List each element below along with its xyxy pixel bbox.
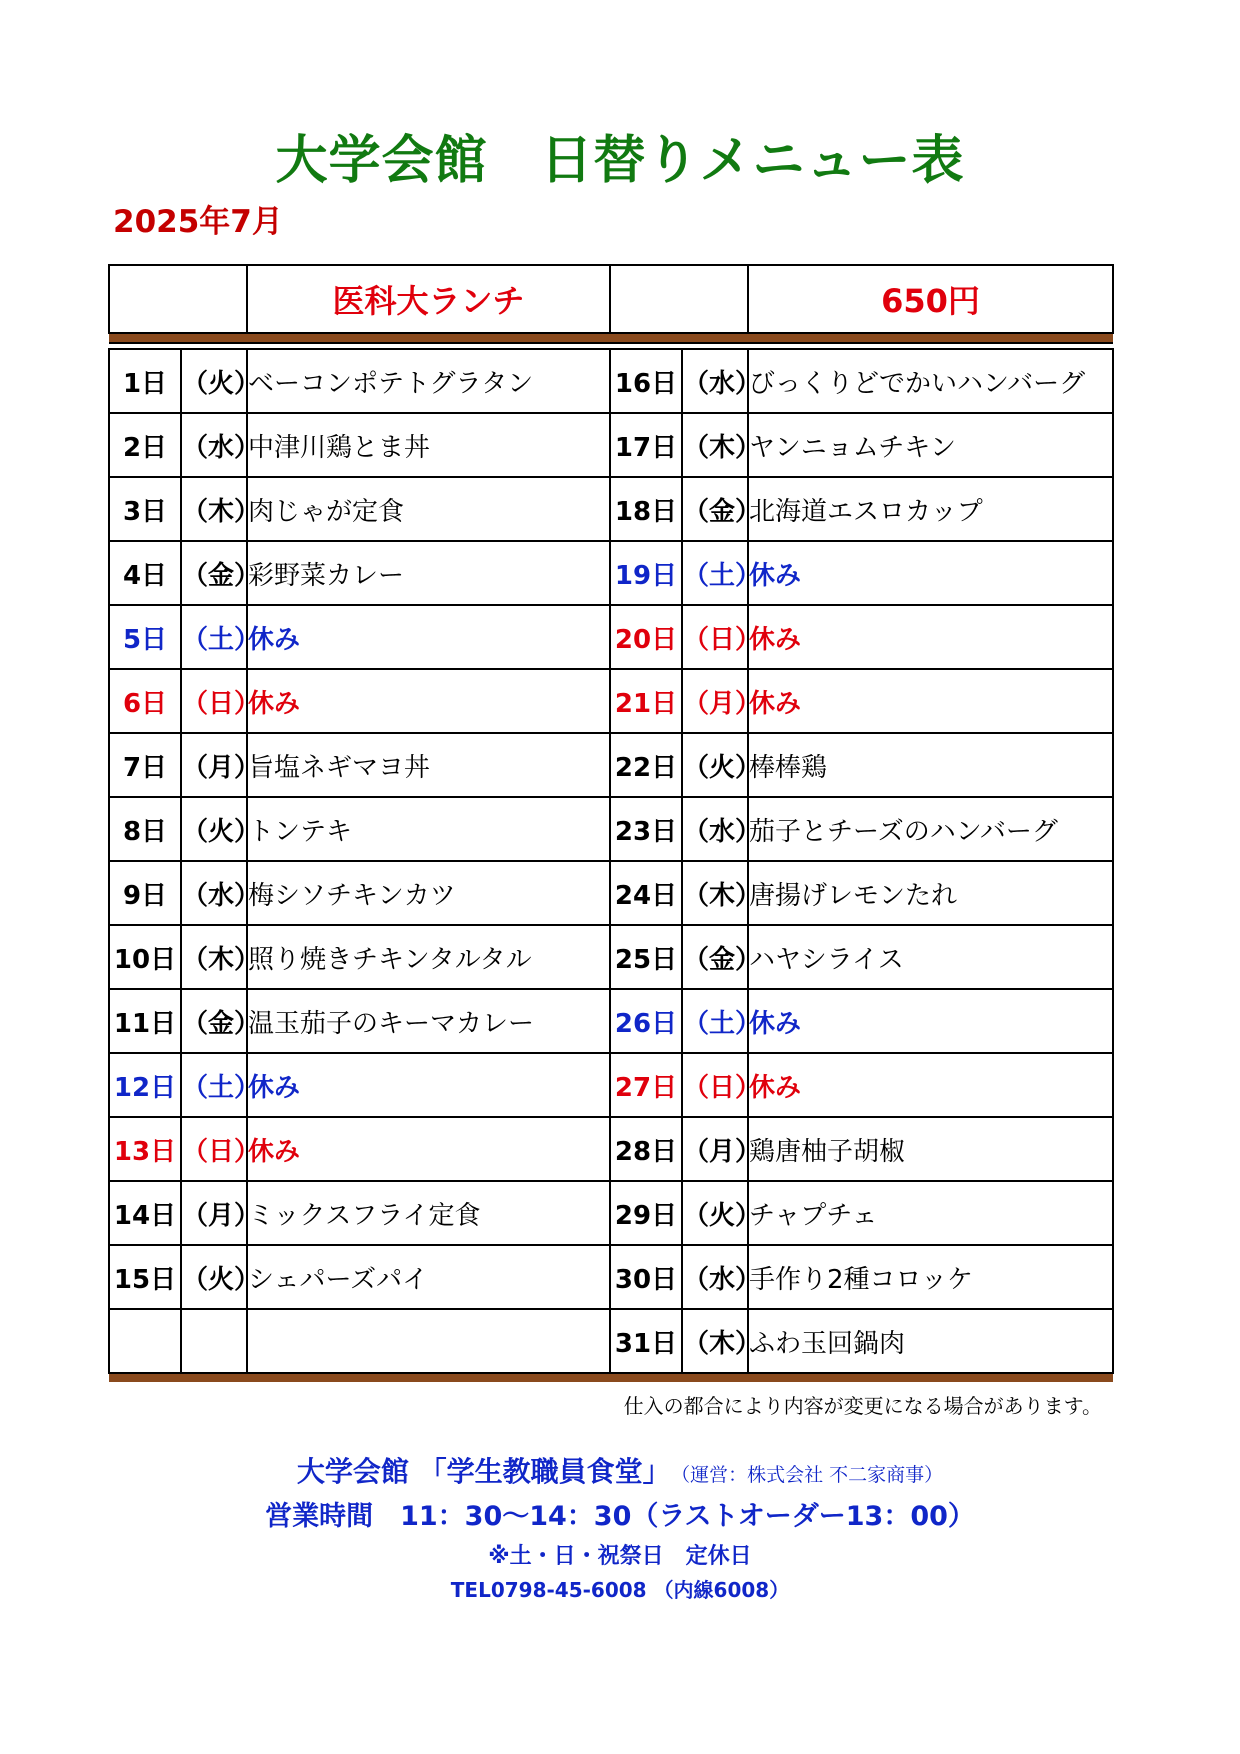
weekday-cell: （土）: [682, 541, 748, 605]
menu-row: [109, 1117, 1113, 1181]
day-cell: 17日: [610, 413, 682, 477]
day-cell: 10日: [109, 925, 181, 989]
weekday-cell: （水）: [181, 861, 247, 925]
day-cell: 15日: [109, 1245, 181, 1309]
menu-table: [108, 264, 1114, 1382]
dish-cell: シェパーズパイ: [247, 1245, 610, 1309]
weekday-cell: （水）: [682, 797, 748, 861]
dish-cell: 手作り2種コロッケ: [748, 1245, 1113, 1309]
dish-cell: ミックスフライ定食: [247, 1181, 610, 1245]
business-hours: 営業時間 11：30～14：30（ラストオーダー13：00）: [265, 1501, 975, 1532]
dish-cell: ふわ玉回鍋肉: [748, 1309, 1113, 1373]
day-cell: 31日: [610, 1309, 682, 1373]
day-cell: 16日: [610, 349, 682, 413]
weekday-cell: （木）: [682, 413, 748, 477]
weekday-cell: （日）: [181, 1117, 247, 1181]
menu-row: [109, 1053, 1113, 1117]
header-blank-right: [610, 265, 748, 333]
year-month: 2025年7月: [113, 204, 283, 240]
weekday-cell: （火）: [181, 349, 247, 413]
menu-row: [109, 477, 1113, 541]
top-band: [109, 333, 1113, 343]
weekday-cell: （水）: [181, 413, 247, 477]
day-cell: 12日: [109, 1053, 181, 1117]
footer-venue-line: [0, 1450, 1240, 1490]
weekday-cell: （月）: [181, 733, 247, 797]
header-blank-left: [109, 265, 247, 333]
day-cell: 30日: [610, 1245, 682, 1309]
menu-row: [109, 989, 1113, 1053]
weekday-cell: （木）: [181, 477, 247, 541]
dish-cell: 鶏唐柚子胡椒: [748, 1117, 1113, 1181]
dish-cell: [247, 1309, 610, 1373]
weekday-cell: （火）: [682, 733, 748, 797]
dish-cell: 休み: [247, 605, 610, 669]
change-notice: 仕入の都合により内容が変更になる場合があります。: [623, 1394, 1102, 1418]
weekday-cell: （日）: [682, 1053, 748, 1117]
dish-cell: 休み: [748, 1053, 1113, 1117]
dish-cell: 唐揚げレモンたれ: [748, 861, 1113, 925]
dish-cell: 中津川鶏とま丼: [247, 413, 610, 477]
weekday-cell: （金）: [181, 989, 247, 1053]
dish-cell: ハヤシライス: [748, 925, 1113, 989]
dish-cell: 照り焼きチキンタルタル: [247, 925, 610, 989]
dish-cell: トンテキ: [247, 797, 610, 861]
dish-cell: 北海道エスロカップ: [748, 477, 1113, 541]
day-cell: 27日: [610, 1053, 682, 1117]
day-cell: 22日: [610, 733, 682, 797]
weekday-cell: （水）: [682, 1245, 748, 1309]
weekday-cell: （日）: [181, 669, 247, 733]
dish-cell: 休み: [748, 605, 1113, 669]
day-cell: 3日: [109, 477, 181, 541]
day-cell: 19日: [610, 541, 682, 605]
dish-cell: 休み: [748, 669, 1113, 733]
weekday-cell: （木）: [181, 925, 247, 989]
menu-row: [109, 1245, 1113, 1309]
weekday-cell: （水）: [682, 349, 748, 413]
weekday-cell: （土）: [181, 605, 247, 669]
day-cell: 8日: [109, 797, 181, 861]
day-cell: 1日: [109, 349, 181, 413]
menu-row: [109, 413, 1113, 477]
day-cell: 2日: [109, 413, 181, 477]
weekday-cell: （木）: [682, 861, 748, 925]
weekday-cell: （火）: [181, 1245, 247, 1309]
weekday-cell: （金）: [682, 477, 748, 541]
footer-info: [0, 1450, 1240, 1603]
day-cell: 23日: [610, 797, 682, 861]
weekday-cell: [181, 1309, 247, 1373]
venue-name: 大学会館 「学生教職員食堂」: [296, 1455, 671, 1488]
day-cell: 25日: [610, 925, 682, 989]
menu-row: [109, 925, 1113, 989]
dish-cell: 彩野菜カレー: [247, 541, 610, 605]
dish-cell: ヤンニョムチキン: [748, 413, 1113, 477]
lunch-price: 650円: [748, 265, 1113, 333]
dish-cell: 梅シソチキンカツ: [247, 861, 610, 925]
dish-cell: 休み: [748, 541, 1113, 605]
dish-cell: 温玉茄子のキーマカレー: [247, 989, 610, 1053]
operator: （運営：株式会社 不二家商事）: [680, 1464, 944, 1486]
day-cell: 20日: [610, 605, 682, 669]
day-cell: 28日: [610, 1117, 682, 1181]
day-cell: 6日: [109, 669, 181, 733]
telephone: TEL0798-45-6008 （内線6008）: [450, 1578, 790, 1602]
weekday-cell: （月）: [181, 1181, 247, 1245]
dish-cell: 休み: [247, 669, 610, 733]
header-row: [109, 265, 1113, 333]
weekday-cell: （金）: [181, 541, 247, 605]
menu-row: [109, 1181, 1113, 1245]
weekday-cell: （日）: [682, 605, 748, 669]
closed-days: ※土・日・祝祭日 定休日: [488, 1544, 752, 1569]
day-cell: 11日: [109, 989, 181, 1053]
weekday-cell: （金）: [682, 925, 748, 989]
day-cell: 4日: [109, 541, 181, 605]
day-cell: 29日: [610, 1181, 682, 1245]
dish-cell: チャプチェ: [748, 1181, 1113, 1245]
dish-cell: 休み: [748, 989, 1113, 1053]
day-cell: 26日: [610, 989, 682, 1053]
menu-row: [109, 669, 1113, 733]
day-cell: [109, 1309, 181, 1373]
dish-cell: ベーコンポテトグラタン: [247, 349, 610, 413]
weekday-cell: （火）: [181, 797, 247, 861]
weekday-cell: （月）: [682, 669, 748, 733]
weekday-cell: （土）: [682, 989, 748, 1053]
menu-row: [109, 605, 1113, 669]
menu-row: [109, 861, 1113, 925]
menu-row: [109, 349, 1113, 413]
dish-cell: 肉じゃが定食: [247, 477, 610, 541]
dish-cell: 棒棒鶏: [748, 733, 1113, 797]
dish-cell: 茄子とチーズのハンバーグ: [748, 797, 1113, 861]
dish-cell: 休み: [247, 1117, 610, 1181]
dish-cell: びっくりどでかいハンバーグ: [748, 349, 1113, 413]
menu-row: [109, 541, 1113, 605]
day-cell: 14日: [109, 1181, 181, 1245]
lunch-name: 医科大ランチ: [247, 265, 610, 333]
dish-cell: 休み: [247, 1053, 610, 1117]
weekday-cell: （土）: [181, 1053, 247, 1117]
menu-row: [109, 733, 1113, 797]
weekday-cell: （火）: [682, 1181, 748, 1245]
menu-row: [109, 797, 1113, 861]
day-cell: 5日: [109, 605, 181, 669]
menu-row: [109, 1309, 1113, 1373]
day-cell: 21日: [610, 669, 682, 733]
bottom-band: [109, 1373, 1113, 1382]
day-cell: 24日: [610, 861, 682, 925]
weekday-cell: （木）: [682, 1309, 748, 1373]
day-cell: 18日: [610, 477, 682, 541]
dish-cell: 旨塩ネギマヨ丼: [247, 733, 610, 797]
page-title: 大学会館 日替りメニュー表: [275, 131, 965, 191]
day-cell: 13日: [109, 1117, 181, 1181]
day-cell: 9日: [109, 861, 181, 925]
weekday-cell: （月）: [682, 1117, 748, 1181]
day-cell: 7日: [109, 733, 181, 797]
